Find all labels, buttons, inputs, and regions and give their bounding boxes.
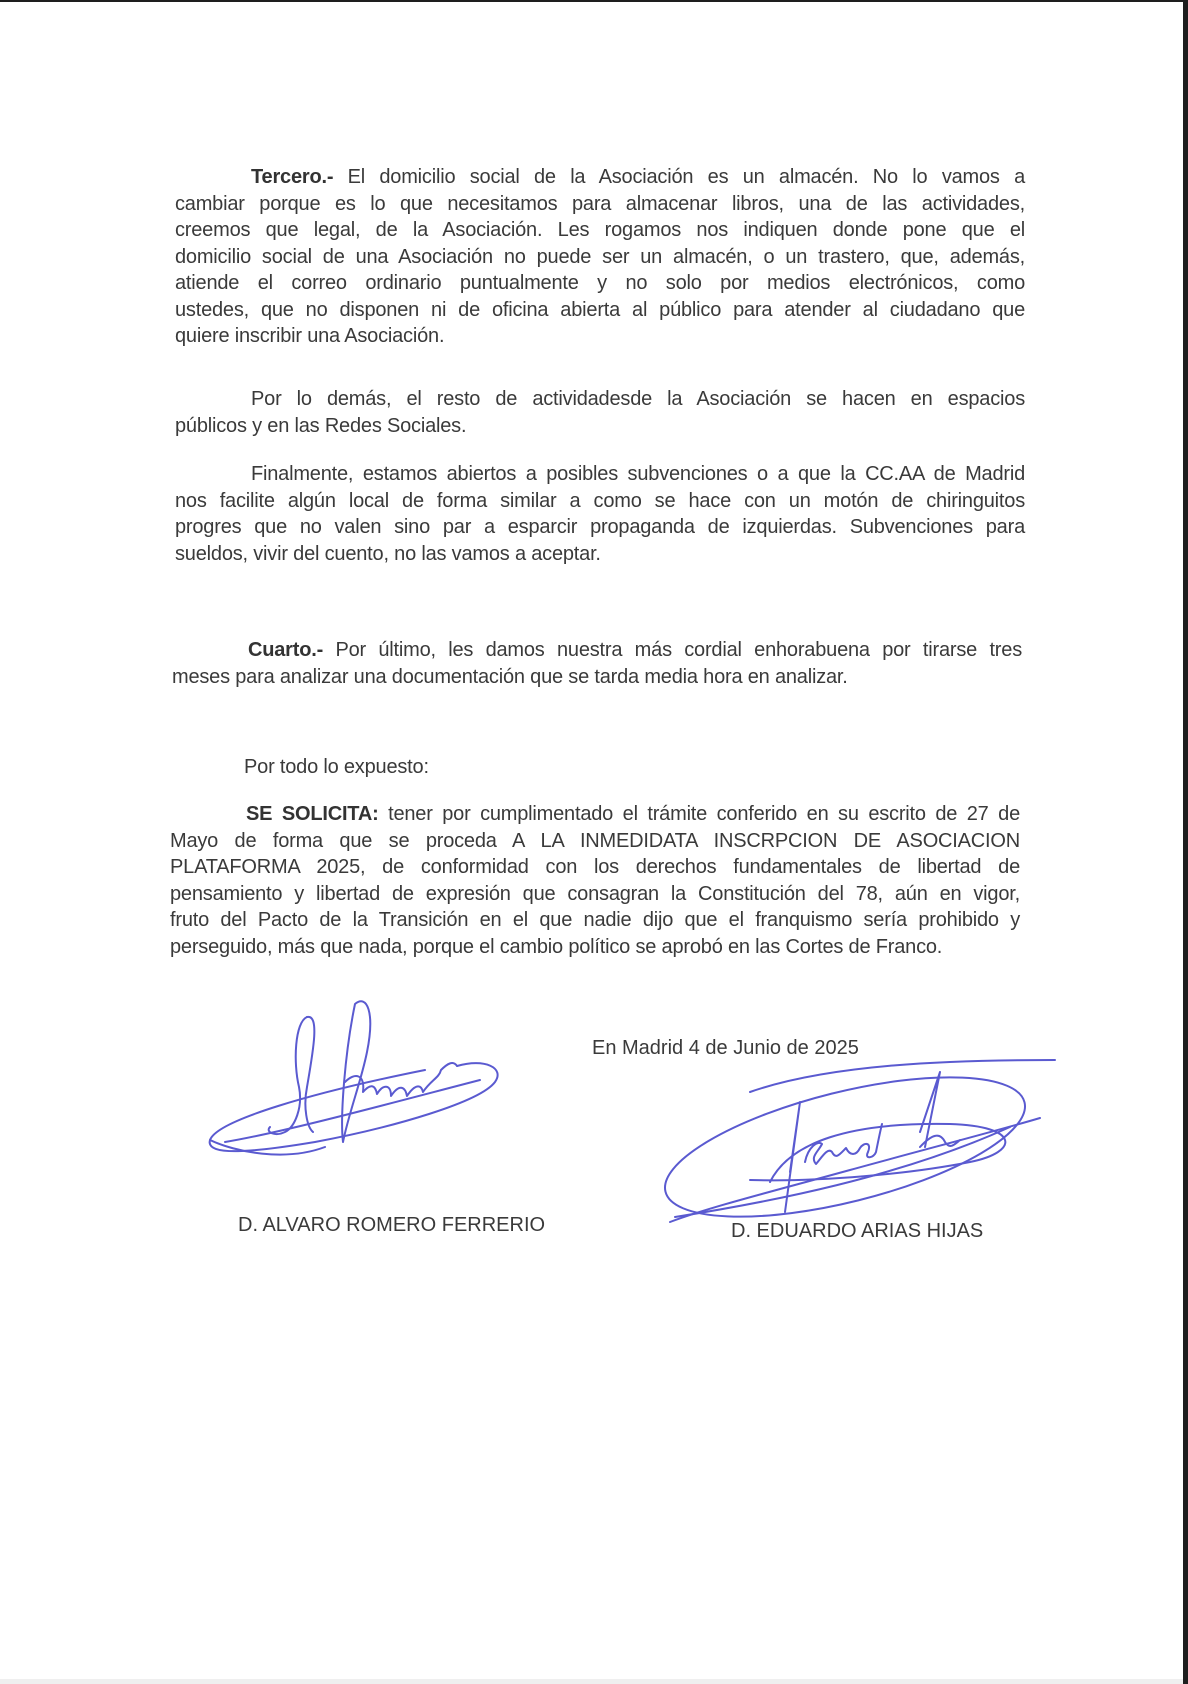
text-line: cambiar porque es lo que necesitamos para almacenar libros, una de las actividades, — [175, 192, 1025, 215]
text-line: Por lo demás, el resto de actividadesde la Asociación se hacen en espacios — [251, 388, 1025, 410]
por-todo-lo-expuesto: Por todo lo expuesto: — [244, 756, 429, 778]
paragraph-tercero — [175, 164, 1025, 350]
text-line: ustedes, que no disponen ni de oficina abierta al público para atender al ciudadano que — [175, 298, 1025, 321]
paragraph-cuarto — [172, 637, 1022, 690]
text-line: nos facilite algún local de forma similar a como se hace con un motón de chiringuitos — [175, 489, 1025, 512]
paragraph-finalmente — [175, 461, 1025, 567]
text-line: Finalmente, estamos abiertos a posibles subvenciones o a que la CC.AA de Madrid — [251, 463, 1025, 485]
text-line: progres que no valen sino par a esparcir propaganda de izquierdas. Subvenciones para — [175, 516, 1025, 538]
text-line: PLATAFORMA 2025, de conformidad con los derechos fundamentales de libertad de — [170, 856, 1020, 878]
page-bottom-edge — [0, 1679, 1183, 1684]
paragraph-se-solicita — [170, 801, 1020, 960]
signature-eduardo — [650, 1052, 1060, 1232]
date-line: En Madrid 4 de Junio de 2025 — [592, 1037, 859, 1059]
text-line: meses para analizar una documentación que se tarda media hora en analizar. — [172, 665, 848, 688]
text-line: pensamiento y libertad de expresión que consagran la Constitución del 78, aún en vigor, — [170, 882, 1020, 905]
text-line: Mayo de forma que se proceda A LA INMEDIDATA INSCRPCION DE ASOCIACION — [170, 829, 1020, 852]
text-line: perseguido, más que nada, porque el cambio político se aprobó en las Cortes de Franco. — [170, 935, 943, 958]
section-label-tercero: Tercero.- — [251, 166, 334, 188]
text-line: domicilio social de una Asociación no puede ser un almacén, o un trastero, que, además, — [175, 245, 1025, 268]
signature-romero — [195, 992, 535, 1172]
text-line: quiere inscribir una Asociación. — [175, 325, 445, 347]
text-line: atiende el correo ordinario puntualmente y no solo por medios electrónicos, como — [175, 272, 1025, 294]
text-line: Cuarto.- Por último, les damos nuestra más cordial enhorabuena por tirarse tres — [248, 639, 1022, 661]
text-line: fruto del Pacto de la Transición en el que nadie dijo que el franquismo sería prohibido y — [170, 909, 1020, 931]
section-label-se-solicita: SE SOLICITA: — [246, 803, 379, 825]
paragraph-por-lo-demas — [175, 386, 1025, 439]
signatory-name-romero: D. ALVARO ROMERO FERRERIO — [238, 1214, 546, 1236]
text-line: sueldos, vivir del cuento, no las vamos a aceptar. — [175, 542, 601, 565]
text-line: creemos que legal, de la Asociación. Les rogamos nos indiquen donde pone que el — [175, 219, 1025, 241]
signatory-name-arias: D. EDUARDO ARIAS HIJAS — [731, 1220, 984, 1242]
text-line: SE SOLICITA: tener por cumplimentado el trámite conferido en su escrito de 27 de — [246, 803, 1021, 825]
section-label-cuarto: Cuarto.- — [248, 639, 324, 661]
document-page — [0, 2, 1183, 1679]
text-line: Tercero.- El domicilio social de la Asociación es un almacén. No lo vamos a — [251, 166, 1025, 188]
text-line: públicos y en las Redes Sociales. — [175, 414, 467, 437]
